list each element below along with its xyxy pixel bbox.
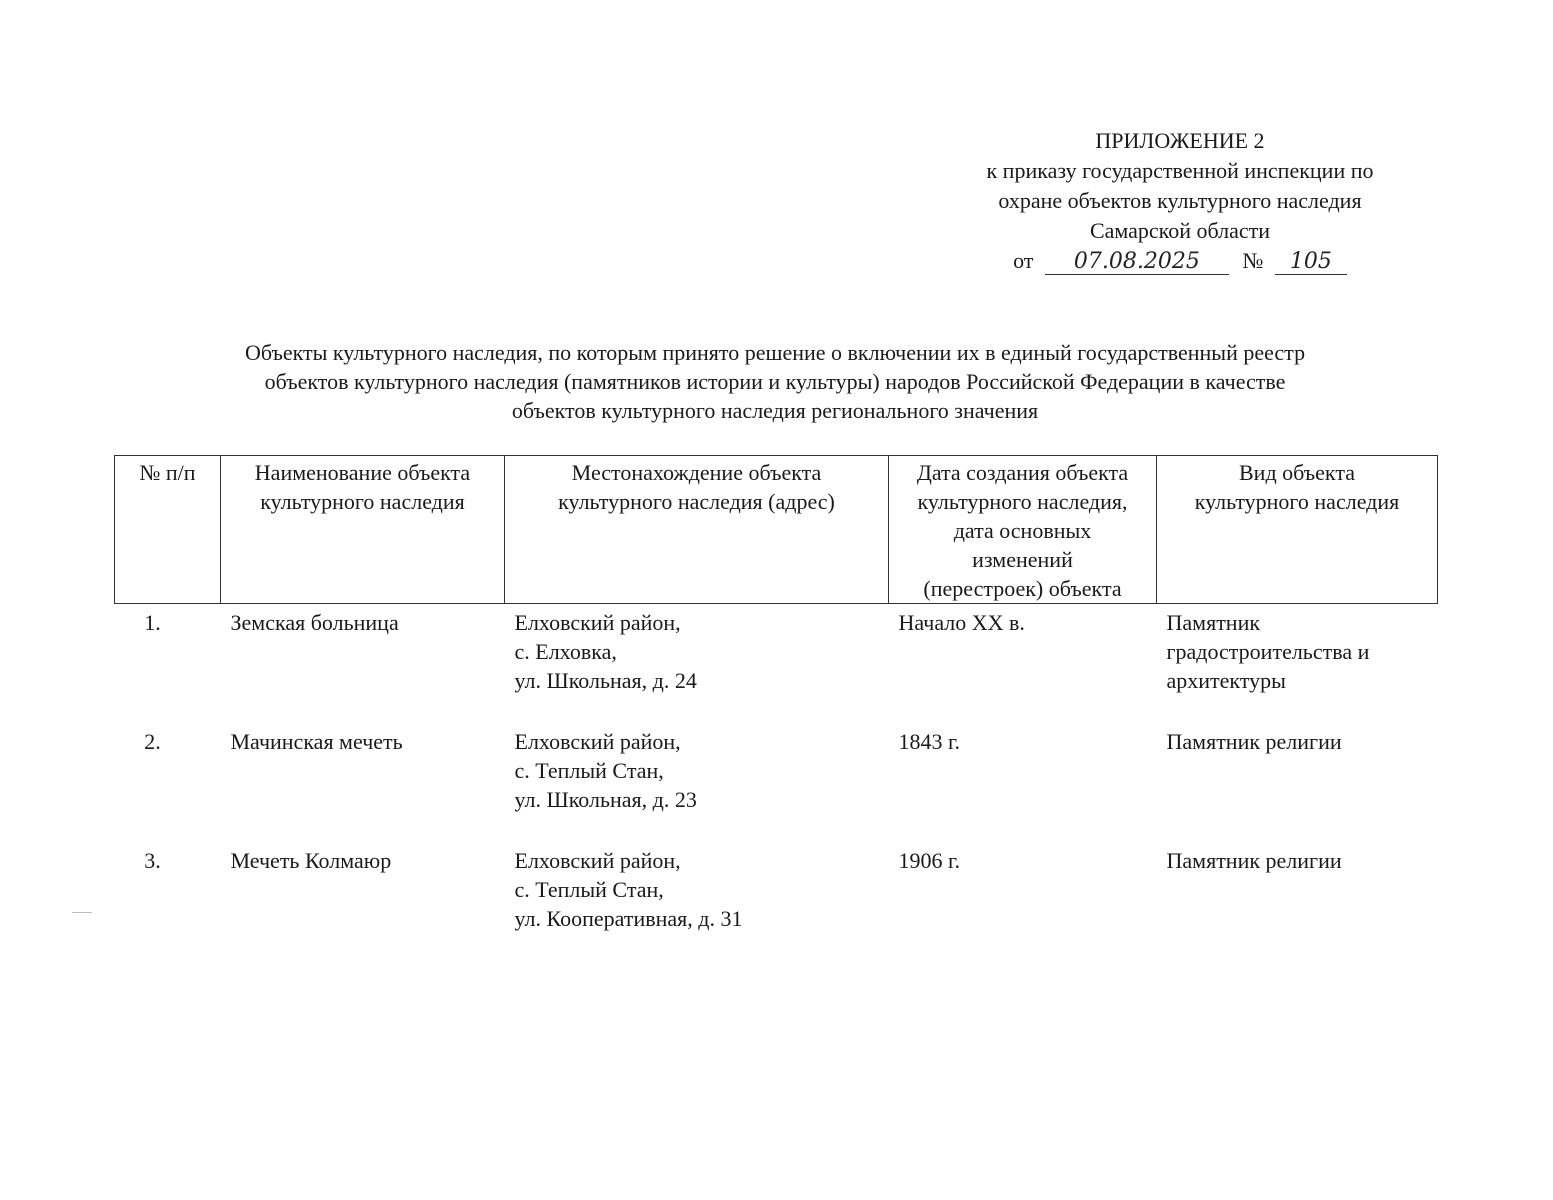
- object-address-line: Елховский район,: [514, 728, 681, 754]
- appendix-line-2: охране объектов культурного наследия: [998, 188, 1362, 213]
- header-date: [889, 456, 1157, 604]
- row-number: 1.: [144, 610, 161, 635]
- margin-mark: [72, 912, 92, 913]
- table-header: [115, 456, 1438, 604]
- row-number-cell: [115, 604, 221, 723]
- row-number: 2.: [144, 728, 161, 754]
- header-address: [505, 456, 889, 604]
- object-name-cell: [221, 723, 505, 842]
- object-date: 1843 г.: [898, 728, 961, 754]
- table-body: [115, 604, 1438, 961]
- object-address-line: с. Теплый Стан,: [514, 757, 664, 783]
- appendix-line-3: Самарской области: [1089, 218, 1271, 243]
- object-name: Земская больница: [230, 610, 399, 635]
- object-date: Начало XX в.: [898, 610, 1025, 635]
- from-label: от: [1013, 248, 1034, 273]
- object-type-cell: [1157, 723, 1438, 842]
- object-date-cell: [889, 604, 1157, 723]
- object-date: 1906 г.: [898, 847, 961, 873]
- table-row: [115, 842, 1438, 961]
- object-name-cell: [221, 604, 505, 723]
- header-type-line: Вид объекта: [1239, 460, 1355, 485]
- header-date-line: дата основных: [953, 518, 1092, 543]
- header-row: [115, 456, 1438, 604]
- row-number-cell: [115, 723, 221, 842]
- object-address-line: ул. Кооперативная, д. 31: [514, 905, 743, 931]
- number-label: №: [1242, 248, 1264, 273]
- heading-line-3: объектов культурного наследия регионального значения: [511, 398, 1039, 423]
- header-date-line: культурного наследия,: [917, 489, 1128, 514]
- order-date-handwritten: 07.08.2025: [1045, 250, 1229, 275]
- header-address-line: Местонахождение объекта: [571, 460, 822, 485]
- header-date-line: изменений: [972, 547, 1073, 572]
- object-address-line: ул. Школьная, д. 24: [514, 668, 697, 693]
- object-address-cell: [505, 842, 889, 961]
- object-address-cell: [505, 604, 889, 723]
- row-number: 3.: [144, 847, 161, 873]
- object-name: Мачинская мечеть: [230, 728, 403, 754]
- header-name-line: культурного наследия: [260, 489, 465, 514]
- object-date-cell: [889, 842, 1157, 961]
- object-address-line: с. Елховка,: [514, 639, 617, 664]
- heritage-objects-table: [114, 455, 1438, 961]
- appendix-block: [900, 126, 1460, 276]
- header-date-line: Дата создания объекта: [916, 460, 1129, 485]
- object-type-line: Памятник религии: [1166, 728, 1342, 754]
- object-type-line: архитектуры: [1166, 668, 1286, 693]
- object-name: Мечеть Колмаюр: [230, 847, 392, 873]
- appendix-title: ПРИЛОЖЕНИЕ 2: [1095, 128, 1265, 153]
- header-address-line: культурного наследия (адрес): [558, 489, 835, 514]
- object-name-cell: [221, 842, 505, 961]
- object-address-line: Елховский район,: [514, 847, 681, 873]
- object-date-cell: [889, 723, 1157, 842]
- object-type-cell: [1157, 604, 1438, 723]
- header-number: [115, 456, 221, 604]
- appendix-line-1: к приказу государственной инспекции по: [986, 158, 1374, 183]
- document-heading: [110, 338, 1440, 425]
- object-type-line: градостроительства и: [1166, 639, 1370, 664]
- object-address-line: с. Теплый Стан,: [514, 876, 664, 902]
- header-name-line: Наименование объекта: [254, 460, 471, 485]
- table-row: [115, 604, 1438, 723]
- object-address-cell: [505, 723, 889, 842]
- header-type-line: культурного наследия: [1194, 489, 1400, 514]
- object-address-line: ул. Школьная, д. 23: [514, 786, 697, 812]
- object-type-cell: [1157, 842, 1438, 961]
- object-type-line: Памятник: [1166, 610, 1261, 635]
- header-date-line: (перестроек) объекта: [923, 576, 1122, 601]
- header-type: [1157, 456, 1438, 604]
- heading-line-1: Объекты культурного наследия, по которым принято решение о включении их в единый государственный реестр: [244, 340, 1306, 365]
- order-date-line: [900, 246, 1460, 276]
- header-number-line: № п/п: [139, 460, 196, 485]
- table-row: [115, 723, 1438, 842]
- heading-line-2: объектов культурного наследия (памятников истории и культуры) народов Российской Федерации в качестве: [264, 369, 1286, 394]
- object-type-line: Памятник религии: [1166, 847, 1342, 873]
- object-address-line: Елховский район,: [514, 610, 681, 635]
- order-number-handwritten: 105: [1275, 250, 1347, 275]
- row-number-cell: [115, 842, 221, 961]
- header-name: [221, 456, 505, 604]
